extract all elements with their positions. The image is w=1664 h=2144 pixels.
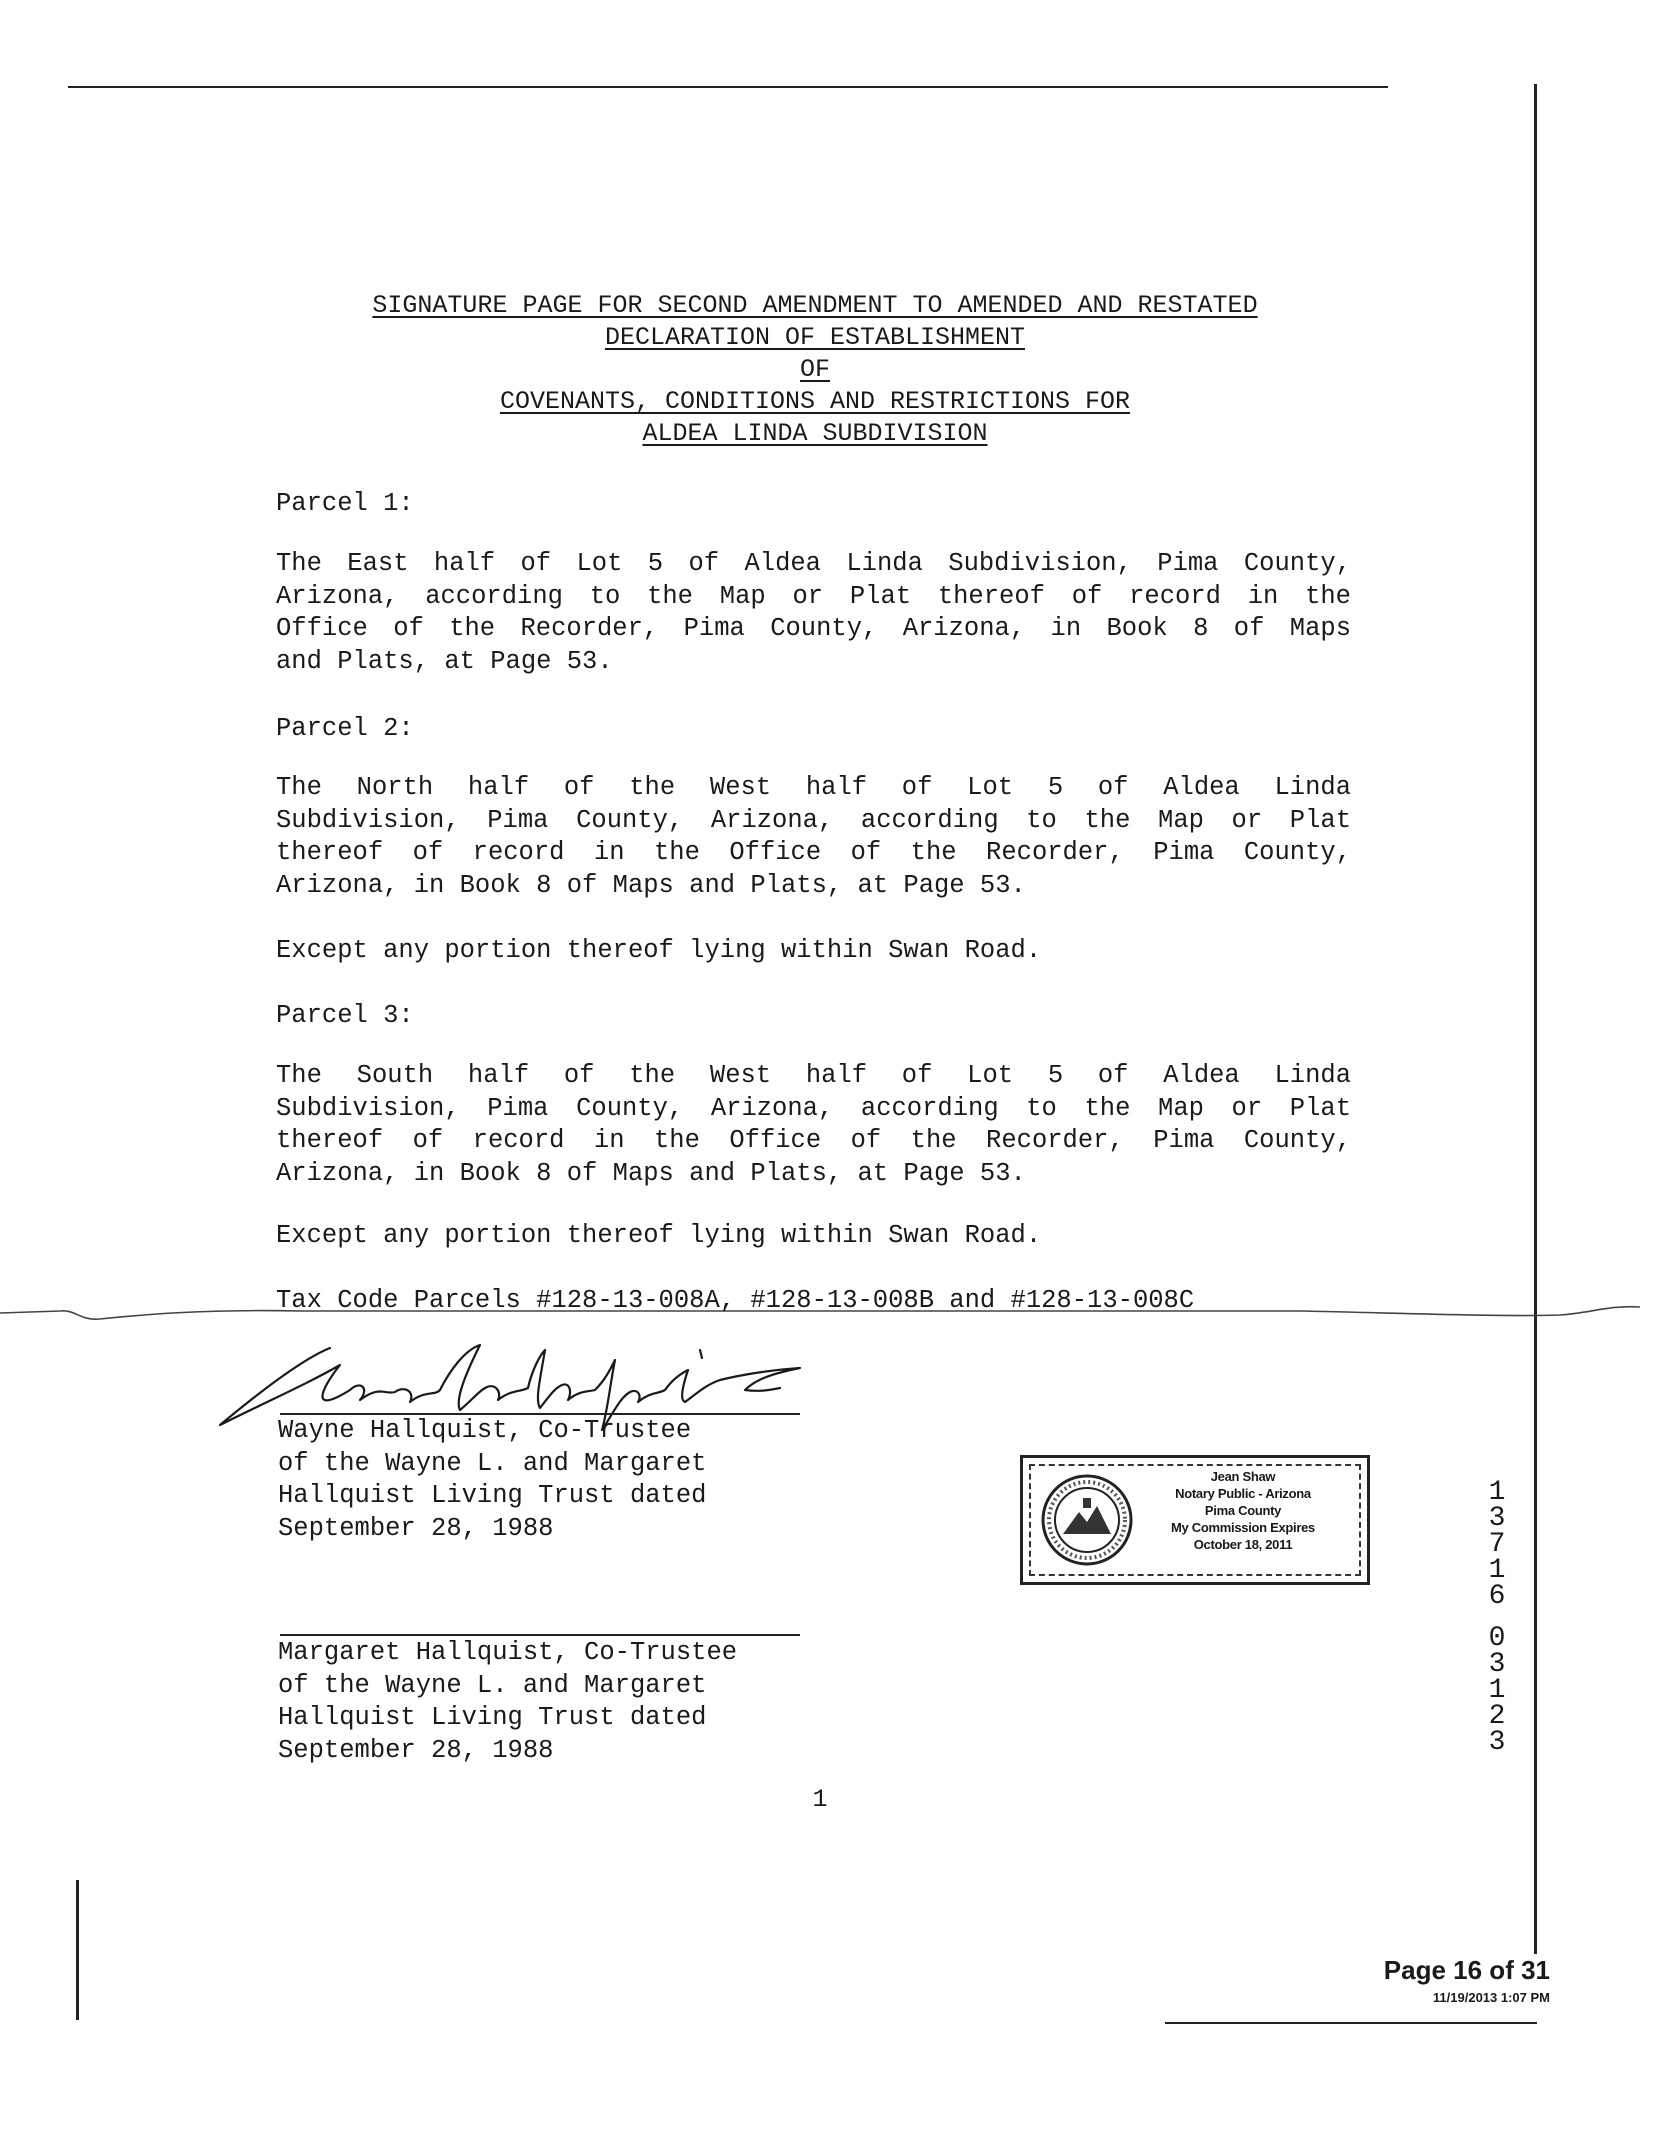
left-border-line [76,1880,79,2020]
page-count-label: Page 16 of 31 [1383,1955,1550,1985]
signer2-line-4: September 28, 1988 [278,1735,554,1765]
parcel2-line-4: Arizona, in Book 8 of Maps and Plats, at Page 53. [276,870,1026,900]
signature-line-2 [280,1634,800,1636]
notary-title: Notary Public - Arizona [1175,1486,1311,1501]
notary-name: Jean Shaw [1210,1469,1276,1484]
notary-seal-text [1133,1468,1353,1553]
title-line-1: SIGNATURE PAGE FOR SECOND AMENDMENT TO AMENDED AND RESTATED [372,291,1258,320]
signer1-line-4: September 28, 1988 [278,1513,554,1543]
rec-digit: 3 [1488,1649,1506,1680]
rec-digit: 1 [1488,1675,1506,1706]
parcel1-line-4: and Plats, at Page 53. [276,646,613,676]
rec-digit: 3 [1488,1503,1506,1534]
parcel3-line-4: Arizona, in Book 8 of Maps and Plats, at Page 53. [276,1158,1026,1188]
parcel3-heading: Parcel 3: [276,1001,414,1030]
tax-code-parcels: Tax Code Parcels #128-13-008A, #128-13-008B and #128-13-008C [276,1286,1195,1315]
parcel2-line-2: Subdivision, Pima County, Arizona, according to the Map or Plat [276,805,1351,835]
signer2-block [278,1637,737,1767]
parcel2-exception: Except any portion thereof lying within Swan Road. [276,936,1042,965]
signer2-line-2: of the Wayne L. and Margaret [278,1670,707,1700]
rec-digit: 1 [1488,1555,1506,1586]
footer-timestamp: 11/19/2013 1:07 PM [1432,1990,1550,2005]
signer1-line-3: Hallquist Living Trust dated [278,1481,707,1510]
parcel3-line-1: The South half of the West half of Lot 5 of Aldea Linda [276,1061,1351,1090]
signer2-line-3: Hallquist Living Trust dated [278,1703,707,1732]
rec-digit: 0 [1488,1623,1506,1654]
parcel2-description [276,772,1351,902]
signer2-line-1: Margaret Hallquist, Co-Trustee [278,1638,738,1667]
footer-rule [1165,2022,1537,2024]
parcel1-heading: Parcel 1: [276,489,414,518]
parcel1-line-2: Arizona, according to the Map or Plat thereof of record in the [276,581,1351,611]
right-border-line [1534,84,1537,1954]
parcel2-heading: Parcel 2: [276,714,414,743]
notary-commission-date: October 18, 2011 [1193,1537,1293,1552]
signer1-line-2: of the Wayne L. and Margaret [278,1448,707,1478]
title-line-3: OF [799,355,830,384]
parcel2-line-3: thereof of record in the Office of the Recorder, Pima County, [276,838,1351,867]
rec-digit: 2 [1488,1701,1506,1732]
notary-seal-stamp [1020,1455,1370,1585]
arizona-state-seal-icon [1039,1472,1135,1568]
top-border-line [68,86,1388,88]
title-line-5: ALDEA LINDA SUBDIVISION [642,419,988,448]
parcel1-line-3: Office of the Recorder, Pima County, Arizona, in Book 8 of Maps [276,614,1351,643]
document-title [240,290,1390,450]
notary-county: Pima County [1204,1503,1282,1518]
signer1-block [278,1415,706,1545]
rec-digit: 3 [1488,1727,1506,1758]
parcel3-exception: Except any portion thereof lying within Swan Road. [276,1221,1042,1250]
notary-commission-label: My Commission Expires [1171,1520,1315,1535]
page-number: 1 [812,1785,828,1814]
parcel1-description [276,548,1351,678]
title-line-4: COVENANTS, CONDITIONS AND RESTRICTIONS FOR [499,387,1131,416]
parcel3-line-2: Subdivision, Pima County, Arizona, according to the Map or Plat [276,1093,1351,1123]
recording-number [1487,1477,1507,1758]
rec-digit: 7 [1488,1529,1506,1560]
rec-digit: 1 [1488,1477,1506,1508]
parcel2-line-1: The North half of the West half of Lot 5 of Aldea Linda [276,773,1351,802]
title-line-2: DECLARATION OF ESTABLISHMENT [604,323,1026,352]
rec-digit: 6 [1488,1581,1506,1612]
parcel1-line-1: The East half of Lot 5 of Aldea Linda Subdivision, Pima County, [276,549,1351,578]
page-footer [1250,1955,1550,2005]
parcel3-description [276,1060,1351,1190]
signer1-line-1: Wayne Hallquist, Co-Trustee [278,1416,692,1445]
parcel3-line-3: thereof of record in the Office of the Recorder, Pima County, [276,1126,1351,1155]
